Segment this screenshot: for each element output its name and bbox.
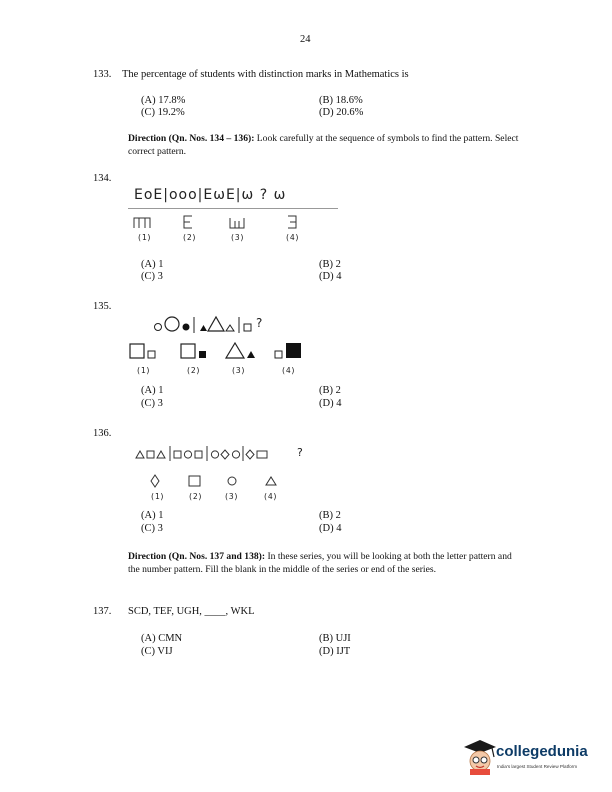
q136-option-c[interactable]: (C) 3 bbox=[141, 523, 163, 534]
graduate-mascot-icon bbox=[462, 738, 498, 776]
q134-option-d[interactable]: (D) 4 bbox=[319, 271, 342, 282]
q135-option-b[interactable]: (B) 2 bbox=[319, 385, 341, 396]
page-number: 24 bbox=[300, 34, 311, 45]
q136-figure-3 bbox=[228, 477, 236, 485]
q136-fig-label-2: (2) bbox=[188, 492, 203, 501]
q135-option-d[interactable]: (D) 4 bbox=[319, 398, 342, 409]
logo-wordmark: collegedunia bbox=[496, 743, 588, 760]
q135-figure-1 bbox=[130, 344, 155, 358]
q135-number: 135. bbox=[93, 301, 112, 312]
q136-question-mark: ? bbox=[297, 446, 303, 459]
q136-option-a[interactable]: (A) 1 bbox=[141, 510, 164, 521]
q134-fig-label-1: (1) bbox=[137, 233, 152, 242]
q136-answer-figures bbox=[145, 472, 285, 490]
q134-number: 134. bbox=[93, 173, 112, 184]
q135-fig-label-3: (3) bbox=[231, 366, 246, 375]
q135-question-mark: ? bbox=[256, 316, 263, 330]
q136-symbol-sequence bbox=[135, 443, 305, 463]
q134-figure-4 bbox=[288, 216, 296, 228]
q135-figure-2 bbox=[181, 344, 206, 358]
direction-134-136-label: Direction (Qn. Nos. 134 – 136): bbox=[128, 133, 255, 144]
q137-number: 137. bbox=[93, 606, 112, 617]
q133-number: 133. bbox=[93, 69, 112, 80]
direction-137-138-label: Direction (Qn. Nos. 137 and 138): bbox=[128, 551, 266, 562]
q133-text: The percentage of students with distinction marks in Mathematics is bbox=[122, 69, 409, 80]
q137-option-a[interactable]: (A) CMN bbox=[141, 633, 183, 644]
logo-tagline: India's largest Student Review Platform bbox=[497, 764, 578, 769]
q134-fig-label-4: (4) bbox=[285, 233, 300, 242]
q136-fig-label-3: (3) bbox=[224, 492, 239, 501]
direction-137-138-text: In these series, you will be looking at both the letter pattern and the number pattern. Fill the blank in the middle of the series or end of the series. bbox=[128, 551, 512, 575]
q136-number: 136. bbox=[93, 428, 112, 439]
q136-option-b[interactable]: (B) 2 bbox=[319, 510, 341, 521]
q137-option-b[interactable]: (B) UJI bbox=[319, 633, 351, 644]
q136-fig-label-1: (1) bbox=[150, 492, 165, 501]
q136-figure-1 bbox=[151, 475, 159, 487]
q133-option-c[interactable]: (C) 19.2% bbox=[141, 107, 185, 118]
q134-fig-label-2: (2) bbox=[182, 233, 197, 242]
q135-figure-3 bbox=[226, 343, 255, 358]
q133-option-a[interactable]: (A) 17.8% bbox=[141, 95, 186, 106]
q136-option-d[interactable]: (D) 4 bbox=[319, 523, 342, 534]
q134-answer-figures bbox=[128, 210, 308, 232]
q137-option-c[interactable]: (C) VIJ bbox=[141, 646, 173, 657]
q135-option-c[interactable]: (C) 3 bbox=[141, 398, 163, 409]
q135-symbol-sequence bbox=[150, 313, 270, 335]
q137-text: SCD, TEF, UGH, ____, WKL bbox=[128, 606, 255, 617]
q135-figure-4 bbox=[275, 343, 301, 358]
direction-137-138 bbox=[128, 551, 523, 576]
q135-fig-label-1: (1) bbox=[136, 366, 151, 375]
q133-option-b[interactable]: (B) 18.6% bbox=[319, 95, 363, 106]
q136-fig-label-4: (4) bbox=[263, 492, 278, 501]
q134-divider bbox=[128, 208, 338, 209]
q134-figure-1 bbox=[134, 218, 150, 228]
q135-option-a[interactable]: (A) 1 bbox=[141, 385, 164, 396]
q134-option-c[interactable]: (C) 3 bbox=[141, 271, 163, 282]
direction-134-136 bbox=[128, 133, 528, 158]
q134-figure-2 bbox=[184, 216, 192, 228]
q133-option-d[interactable]: (D) 20.6% bbox=[319, 107, 364, 118]
q137-option-d[interactable]: (D) IJT bbox=[319, 646, 351, 657]
q134-symbol-sequence: ΕοΕ|οοο|ΕωΕ|ω ? ω bbox=[134, 187, 287, 203]
q134-figure-3 bbox=[230, 218, 244, 228]
q135-fig-label-4: (4) bbox=[281, 366, 296, 375]
q136-figure-2 bbox=[189, 476, 200, 486]
direction-134-136-text: Look carefully at the sequence of symbols to find the pattern. Select correct pattern. bbox=[128, 133, 519, 157]
collegedunia-logo[interactable] bbox=[462, 738, 604, 778]
q135-fig-label-2: (2) bbox=[186, 366, 201, 375]
q135-answer-figures bbox=[128, 341, 313, 363]
q134-option-b[interactable]: (B) 2 bbox=[319, 259, 341, 270]
q134-option-a[interactable]: (A) 1 bbox=[141, 259, 164, 270]
q136-figure-4 bbox=[266, 477, 276, 485]
q134-fig-label-3: (3) bbox=[230, 233, 245, 242]
